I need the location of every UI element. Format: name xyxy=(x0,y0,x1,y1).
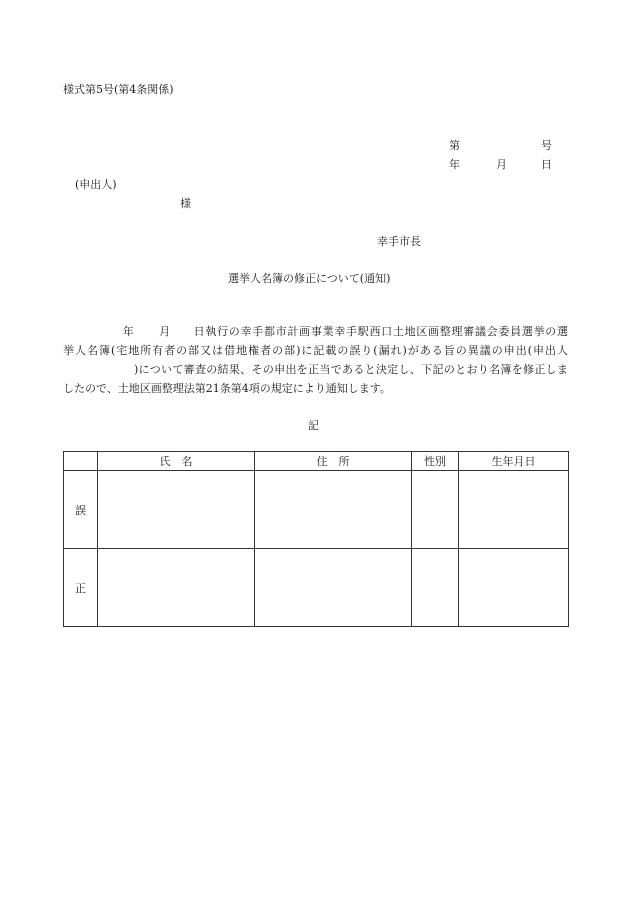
date-year-label: 年 xyxy=(449,158,460,171)
cell-name xyxy=(98,471,255,549)
table-header-row xyxy=(64,452,569,471)
table-header-address: 住 所 xyxy=(255,452,412,471)
table-header-name: 氏 名 xyxy=(98,452,255,471)
table-row-incorrect xyxy=(64,471,569,549)
cell-gender xyxy=(412,471,459,549)
row-label-correct: 正 xyxy=(64,549,98,627)
applicant-label: (申出人) xyxy=(75,178,117,191)
table-header-gender: 性別 xyxy=(412,452,459,471)
cell-name xyxy=(98,549,255,627)
row-label-incorrect: 誤 xyxy=(64,471,98,549)
body-year: 年 xyxy=(122,325,135,338)
body-line-1 xyxy=(63,322,568,341)
correction-table xyxy=(63,451,569,627)
form-number: 様式第5号(第4条関係) xyxy=(63,83,174,96)
table-header-birthdate: 生年月日 xyxy=(459,452,569,471)
body-line-3 xyxy=(63,360,568,379)
cell-address xyxy=(255,549,412,627)
cell-gender xyxy=(412,549,459,627)
document-title: 選挙人名簿の修正について(通知) xyxy=(228,272,391,285)
doc-number-prefix: 第 xyxy=(449,139,460,152)
body-line-1-text: 日執行の幸手都市計画事業幸手駅西口土地区画整理審議会委員選挙の選 xyxy=(192,325,569,338)
body-text xyxy=(63,322,568,398)
body-line-4: したので、土地区画整理法第21条第4項の規定により通知します。 xyxy=(63,382,391,395)
body-line-2: 挙人名簿(宅地所有者の部又は借地権者の部)に記載の誤り(漏れ)がある旨の異議の申出(申出人 xyxy=(63,344,568,357)
date-month-label: 月 xyxy=(496,158,507,171)
record-heading: 記 xyxy=(308,419,319,432)
table-row-correct xyxy=(64,549,569,627)
cell-address xyxy=(255,471,412,549)
cell-birthdate xyxy=(459,549,569,627)
sender-mayor: 幸手市長 xyxy=(377,235,421,248)
body-line-3-text: )について審査の結果、その申出を正当であると決定し、下記のとおり名簿を修正しま xyxy=(134,363,568,376)
table-header-corner xyxy=(64,452,98,471)
doc-number-suffix: 号 xyxy=(541,139,552,152)
recipient-honorific: 様 xyxy=(180,197,191,210)
body-month: 月 xyxy=(158,325,171,338)
date-day-label: 日 xyxy=(541,158,552,171)
cell-birthdate xyxy=(459,471,569,549)
